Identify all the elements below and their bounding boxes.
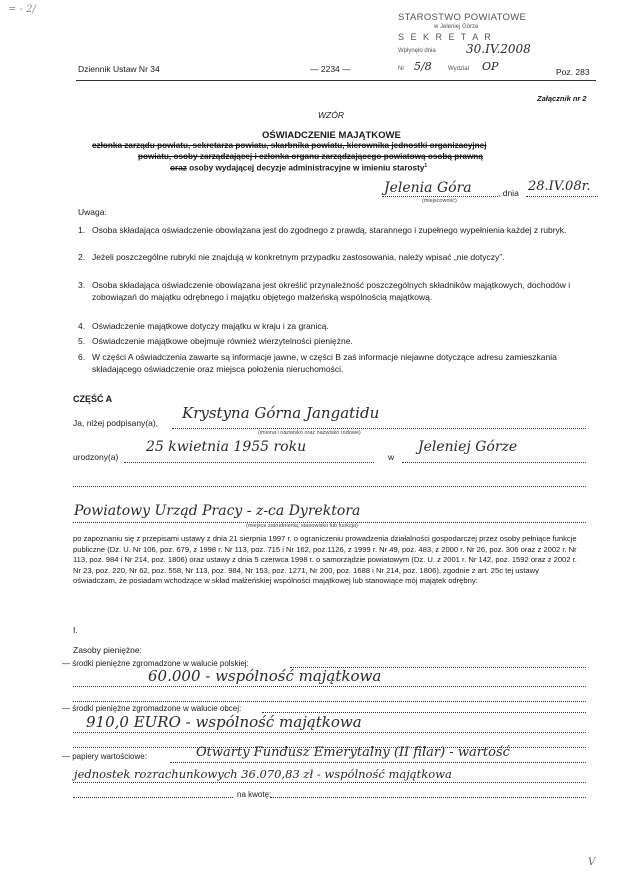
stamp-office: STAROSTWO POWIATOWE bbox=[398, 12, 527, 23]
page-number: — 2234 — bbox=[310, 64, 351, 74]
employer-caption: (miejsce zatrudnienia, stanowisko lub funkcja) bbox=[246, 523, 358, 529]
pln-line-2 bbox=[73, 701, 586, 702]
position-number: Poz. 283 bbox=[556, 67, 590, 77]
fx-label: — środki pieniężne zgromadzone w walucie obcej: bbox=[62, 704, 242, 713]
date-line bbox=[526, 196, 598, 197]
born-label: urodzony(a) bbox=[73, 452, 119, 462]
date-label: , dnia bbox=[498, 188, 519, 198]
place-line bbox=[382, 196, 498, 197]
part-a-heading: CZĘŚĆ A bbox=[73, 394, 113, 404]
securities-line-3 bbox=[73, 797, 233, 798]
note-1: 1. Osoba składająca oświadczenie obowiązana jest do zgodnego z prawdą, starannego i zupełnego wypełnienia każdej z rubryk. bbox=[78, 225, 567, 235]
pln-label: — środki pieniężne zgromadzone w walucie polskiej: bbox=[62, 659, 249, 668]
title-line-3-struck: oraz bbox=[170, 163, 187, 173]
amount-line bbox=[270, 797, 586, 798]
corner-marks: = - 2/ bbox=[8, 4, 36, 15]
section-1-number: I. bbox=[73, 625, 78, 635]
stamp-received-label: Wpłynęło dnia bbox=[398, 48, 436, 54]
securities-line-1 bbox=[170, 762, 586, 763]
note-4: 4. Oświadczenie majątkowe dotyczy majątku w kraju i za granicą. bbox=[78, 321, 329, 331]
note-3: 3. Osoba składająca oświadczenie obowiązana jest określić przynależność poszczególnych składników majątkowych, dochodów i zobowiązań do majątku odrębnego i majątku objętego małżeńską wspólnością majątkową. bbox=[78, 280, 571, 302]
blank-line-1 bbox=[73, 486, 586, 487]
annex-label: Załącznik nr 2 bbox=[537, 94, 587, 103]
securities-value-2: jednostek rozrachunkowych 36.070,83 zł - wspólność majątkowa bbox=[74, 767, 452, 781]
signed-label: Ja, niżej podpisany(a), bbox=[73, 418, 159, 428]
securities-label: — papiery wartościowe: bbox=[62, 752, 147, 761]
notes-label: Uwaga: bbox=[78, 207, 107, 217]
template-label: WZÓR bbox=[318, 110, 344, 120]
journal-name: Dziennik Ustaw Nr 34 bbox=[78, 64, 160, 74]
fx-line-1 bbox=[73, 732, 586, 733]
signed-line bbox=[172, 428, 586, 429]
registry-stamp bbox=[398, 12, 568, 80]
stamp-dept-label: Wydział bbox=[448, 66, 469, 72]
born-date-line bbox=[124, 462, 374, 463]
pln-value: 60.000 - wspólność majątkowa bbox=[148, 667, 382, 685]
header-rule bbox=[76, 80, 596, 81]
amount-label: na kwotę: bbox=[237, 790, 272, 799]
title-line-2: powiatu, osoby zarządzającej i członka organu zarządzającego powiatową osobą prawną bbox=[138, 152, 483, 161]
born-date: 25 kwietnia 1955 roku bbox=[146, 439, 307, 455]
title-line-1: członka zarządu powiatu, sekretarza powiatu, skarbnika powiatu, kierownika jednostki organizacyjnej bbox=[92, 141, 487, 150]
place-caption: (miejscowość) bbox=[422, 198, 457, 204]
note-5: 5. Oświadczenie majątkowe obejmuje również wierzytelności pieniężne. bbox=[78, 336, 353, 346]
section-1-heading: Zasoby pieniężne: bbox=[73, 645, 142, 655]
place-value: Jelenia Góra bbox=[384, 180, 472, 196]
date-value: 28.IV.08r. bbox=[528, 179, 591, 194]
employer-value: Powiatowy Urząd Pracy - z-ca Dyrektora bbox=[74, 503, 361, 519]
securities-value-1: Otwarty Fundusz Emerytalny (II filar) - wartość bbox=[196, 745, 510, 760]
title-line-3-text: osoby wydającej decyzje administracyjne w imieniu starosty bbox=[186, 163, 425, 173]
note-6: 6. W części A oświadczenia zawarte są informacje jawne, w części B zaś informacje niejawne dotyczące adresu zamieszkania składającego oświadczenie oraz miejsca położenia nieruchomości. bbox=[78, 352, 557, 374]
stamp-number-label: Nr bbox=[398, 66, 405, 72]
stamp-city: w Jeleniej Górze bbox=[434, 24, 479, 30]
born-place: Jeleniej Górze bbox=[418, 439, 518, 455]
stamp-dept-code: OP bbox=[482, 60, 499, 73]
statute-paragraph: po zapoznaniu się z przepisami ustawy z dnia 21 sierpnia 1997 r. o ograniczeniu prowadzenia działalności gospodarczej przez osoby pełniące funkcje publiczne (Dz. U. Nr 106, poz. 679, z 1998 r. Nr 113, poz. 715 i Nr 162, poz.1126, z 1999 r. Nr 49, poz. 483, z 2000 r. Nr 26, poz. 306 oraz z 2002 r. Nr 113, poz. 984 i Nr 214, poz. 1806) oraz ustawy z dnia 5 czerwca 1998 r. o samorządzie powiatowym (Dz. U. z 2001 r. Nr 142, poz. 1592 oraz z 2002 r. Nr 23, poz. 220, Nr 62, poz. 558, Nr 113, poz. 984, Nr 153, poz. 1271, Nr 200, poz. 1688 i Nr 214, poz. 1806), zgodnie z art. 25c tej ustawy oświadczam, że posiadam wchodzące w skład małżeńskiej wspólności majątkowej lub stanowiące mój majątek odrębny: bbox=[73, 534, 577, 585]
stamp-received-date: 30.IV.2008 bbox=[466, 42, 531, 56]
signed-name: Krystyna Górna Jangatidu bbox=[182, 404, 380, 422]
note-2: 2. Jeżeli poszczególne rubryki nie znajdują w konkretnym przypadku zastosowania, należy wpisać „nie dotyczy”. bbox=[78, 252, 505, 262]
pln-line-1 bbox=[73, 686, 586, 687]
stamp-number: 5/8 bbox=[414, 60, 432, 73]
stamp-dept: S E K R E T A R bbox=[398, 32, 493, 42]
footnote-marker: 1 bbox=[424, 163, 428, 169]
born-in-label: w bbox=[388, 452, 395, 462]
page-mark: V bbox=[588, 857, 596, 868]
signed-caption: (imiona i nazwisko oraz nazwisko rodowe) bbox=[258, 430, 361, 436]
title-line-3 bbox=[170, 163, 427, 173]
securities-line-2 bbox=[73, 782, 586, 783]
fx-value: 910,0 EURO - wspólność majątkowa bbox=[86, 713, 362, 731]
born-place-line bbox=[402, 462, 586, 463]
document-title: OŚWIADCZENIE MAJĄTKOWE bbox=[262, 130, 401, 141]
